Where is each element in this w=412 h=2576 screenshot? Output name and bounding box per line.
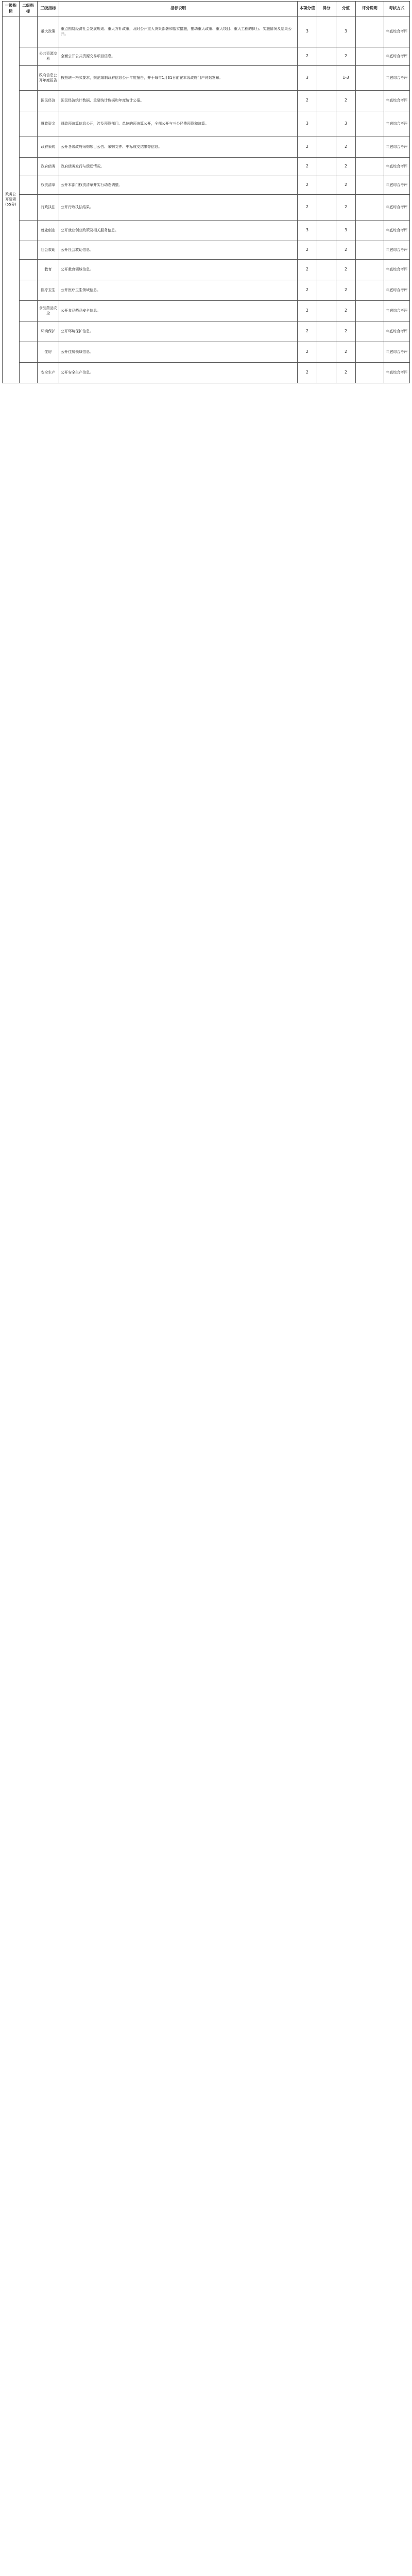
item-score: 2 [298, 90, 317, 111]
level3-indicator: 环境保护 [37, 321, 59, 342]
level3-indicator: 食品药品安全 [37, 300, 59, 321]
indicator-description: 政府债务发行与偿还情况。 [59, 157, 298, 176]
indicator-description: 全面公开公共资源交易项目信息。 [59, 47, 298, 65]
level2-indicator [19, 111, 37, 137]
score-note [355, 300, 384, 321]
page [0, 0, 412, 394]
table-row [3, 321, 410, 342]
scored [317, 16, 336, 47]
score-value: 2 [336, 259, 356, 280]
level3-indicator: 安全生产 [37, 362, 59, 383]
level2-indicator [19, 176, 37, 194]
indicator-description: 按照统一格式要求，规范编制政府信息公开年度报告，并于每年1月31日前在本级政府门户网站发布。 [59, 65, 298, 90]
assessment-method: 年底综合考评 [384, 362, 409, 383]
score-value: 2 [336, 157, 356, 176]
table-row [3, 111, 410, 137]
scored [317, 241, 336, 259]
indicator-description: 公开行政执法结果。 [59, 194, 298, 220]
level2-indicator [19, 16, 37, 47]
table-row [3, 241, 410, 259]
level2-indicator [19, 259, 37, 280]
scored [317, 362, 336, 383]
level3-indicator: 就业创业 [37, 220, 59, 241]
level3-indicator: 国民经济 [37, 90, 59, 111]
scored [317, 220, 336, 241]
column-header: 评分说明 [355, 2, 384, 16]
assessment-method: 年底综合考评 [384, 241, 409, 259]
table-row [3, 90, 410, 111]
scored [317, 65, 336, 90]
score-value: 1-3 [336, 65, 356, 90]
score-note [355, 241, 384, 259]
item-score: 3 [298, 111, 317, 137]
indicator-description: 公开住房领域信息。 [59, 342, 298, 362]
column-header: 分值 [336, 2, 356, 16]
item-score: 2 [298, 176, 317, 194]
score-value: 2 [336, 194, 356, 220]
level2-indicator [19, 65, 37, 90]
level2-indicator [19, 137, 37, 157]
scored [317, 111, 336, 137]
scored [317, 300, 336, 321]
item-score: 3 [298, 220, 317, 241]
score-note [355, 157, 384, 176]
table-row [3, 362, 410, 383]
indicator-description: 公开环境保护信息。 [59, 321, 298, 342]
score-value: 3 [336, 16, 356, 47]
scored [317, 90, 336, 111]
assessment-method: 年底综合考评 [384, 194, 409, 220]
level2-indicator [19, 362, 37, 383]
level3-indicator: 政府采购 [37, 137, 59, 157]
score-value: 2 [336, 137, 356, 157]
table-row [3, 342, 410, 362]
table-body [3, 16, 410, 383]
indicator-description: 财政预决算信息公开，涉及预算部门、单位的预决算公开，全部公开与三公经费预算和决算。 [59, 111, 298, 137]
item-score: 2 [298, 342, 317, 362]
table-head [3, 2, 410, 16]
score-note [355, 362, 384, 383]
assessment-table [2, 1, 410, 383]
score-value: 2 [336, 176, 356, 194]
item-score: 2 [298, 321, 317, 342]
table-row [3, 194, 410, 220]
table-row [3, 157, 410, 176]
score-value: 2 [336, 342, 356, 362]
level2-indicator [19, 157, 37, 176]
score-note [355, 90, 384, 111]
header-row [3, 2, 410, 16]
indicator-description: 公开教育领域信息。 [59, 259, 298, 280]
column-header: 考核方式 [384, 2, 409, 16]
item-score: 2 [298, 362, 317, 383]
column-header: 三级指标 [37, 2, 59, 16]
assessment-method: 年底综合考评 [384, 321, 409, 342]
level3-indicator: 住房 [37, 342, 59, 362]
item-score: 2 [298, 47, 317, 65]
level2-indicator [19, 47, 37, 65]
score-value: 2 [336, 321, 356, 342]
column-header: 二级指标 [19, 2, 37, 16]
level2-indicator [19, 220, 37, 241]
assessment-method: 年底综合考评 [384, 176, 409, 194]
item-score: 2 [298, 300, 317, 321]
level3-indicator: 教育 [37, 259, 59, 280]
item-score: 2 [298, 137, 317, 157]
level3-indicator: 医疗卫生 [37, 280, 59, 300]
column-header: 得分 [317, 2, 336, 16]
assessment-method: 年底综合考评 [384, 137, 409, 157]
column-header: 一级指标 [3, 2, 20, 16]
score-value: 3 [336, 220, 356, 241]
assessment-method: 年底综合考评 [384, 47, 409, 65]
level3-indicator: 行政执法 [37, 194, 59, 220]
indicator-description: 公开各级政府采购项目公告、采购文件、中标成交结果等信息。 [59, 137, 298, 157]
score-value: 2 [336, 280, 356, 300]
scored [317, 321, 336, 342]
level2-indicator [19, 321, 37, 342]
indicator-description: 公开就业创业政策及相关服务信息。 [59, 220, 298, 241]
assessment-method: 年底综合考评 [384, 90, 409, 111]
table-row [3, 220, 410, 241]
indicator-description: 国民经济统计数据、重要统计数据和年度统计公报。 [59, 90, 298, 111]
score-value: 2 [336, 90, 356, 111]
item-score: 2 [298, 280, 317, 300]
level1-indicator: 政务公开要素(55分) [3, 16, 20, 383]
level3-indicator: 财政资金 [37, 111, 59, 137]
level3-indicator: 政府债务 [37, 157, 59, 176]
table-row [3, 300, 410, 321]
table-row [3, 47, 410, 65]
indicator-description: 公开本部门权责清单并实行动态调整。 [59, 176, 298, 194]
item-score: 2 [298, 241, 317, 259]
table-row [3, 259, 410, 280]
score-note [355, 259, 384, 280]
indicator-description: 公开社会救助信息。 [59, 241, 298, 259]
item-score: 2 [298, 157, 317, 176]
table-row [3, 176, 410, 194]
score-note [355, 111, 384, 137]
level3-indicator: 社会救助 [37, 241, 59, 259]
scored [317, 176, 336, 194]
score-note [355, 280, 384, 300]
assessment-method: 年底综合考评 [384, 157, 409, 176]
scored [317, 157, 336, 176]
indicator-description: 重点围绕经济社会发展规划、重大方针政策，及时公开重大决策部署和落实措施，推动重大政策、重大项目、重大工程的执行、实施情况及结果公开。 [59, 16, 298, 47]
level3-indicator: 重大政策 [37, 16, 59, 47]
score-note [355, 137, 384, 157]
score-note [355, 47, 384, 65]
score-value: 2 [336, 241, 356, 259]
item-score: 2 [298, 194, 317, 220]
score-note [355, 176, 384, 194]
table-row [3, 65, 410, 90]
score-note [355, 194, 384, 220]
scored [317, 137, 336, 157]
score-note [355, 220, 384, 241]
scored [317, 194, 336, 220]
score-value: 2 [336, 47, 356, 65]
level2-indicator [19, 300, 37, 321]
column-header: 本项分值 [298, 2, 317, 16]
table-row [3, 16, 410, 47]
column-header: 指标说明 [59, 2, 298, 16]
scored [317, 342, 336, 362]
item-score: 3 [298, 16, 317, 47]
score-value: 2 [336, 362, 356, 383]
level2-indicator [19, 194, 37, 220]
assessment-method: 年底综合考评 [384, 220, 409, 241]
assessment-method: 年底综合考评 [384, 300, 409, 321]
indicator-description: 公开医疗卫生领域信息。 [59, 280, 298, 300]
scored [317, 259, 336, 280]
scored [317, 280, 336, 300]
table-row [3, 137, 410, 157]
indicator-description: 公开安全生产信息。 [59, 362, 298, 383]
assessment-method: 年底综合考评 [384, 342, 409, 362]
score-value: 2 [336, 300, 356, 321]
level2-indicator [19, 342, 37, 362]
score-value: 3 [336, 111, 356, 137]
level3-indicator: 政府信息公开年度报告 [37, 65, 59, 90]
level2-indicator [19, 241, 37, 259]
score-note [355, 65, 384, 90]
assessment-method: 年底综合考评 [384, 111, 409, 137]
score-note [355, 342, 384, 362]
item-score: 3 [298, 65, 317, 90]
score-note [355, 16, 384, 47]
level3-indicator: 权责清单 [37, 176, 59, 194]
level2-indicator [19, 280, 37, 300]
level3-indicator: 公共资源交易 [37, 47, 59, 65]
assessment-method: 年底综合考评 [384, 65, 409, 90]
indicator-description: 公开食品药品安全信息。 [59, 300, 298, 321]
level2-indicator [19, 90, 37, 111]
table-row [3, 280, 410, 300]
score-note [355, 321, 384, 342]
assessment-method: 年底综合考评 [384, 259, 409, 280]
assessment-method: 年底综合考评 [384, 16, 409, 47]
item-score: 2 [298, 259, 317, 280]
scored [317, 47, 336, 65]
assessment-method: 年底综合考评 [384, 280, 409, 300]
